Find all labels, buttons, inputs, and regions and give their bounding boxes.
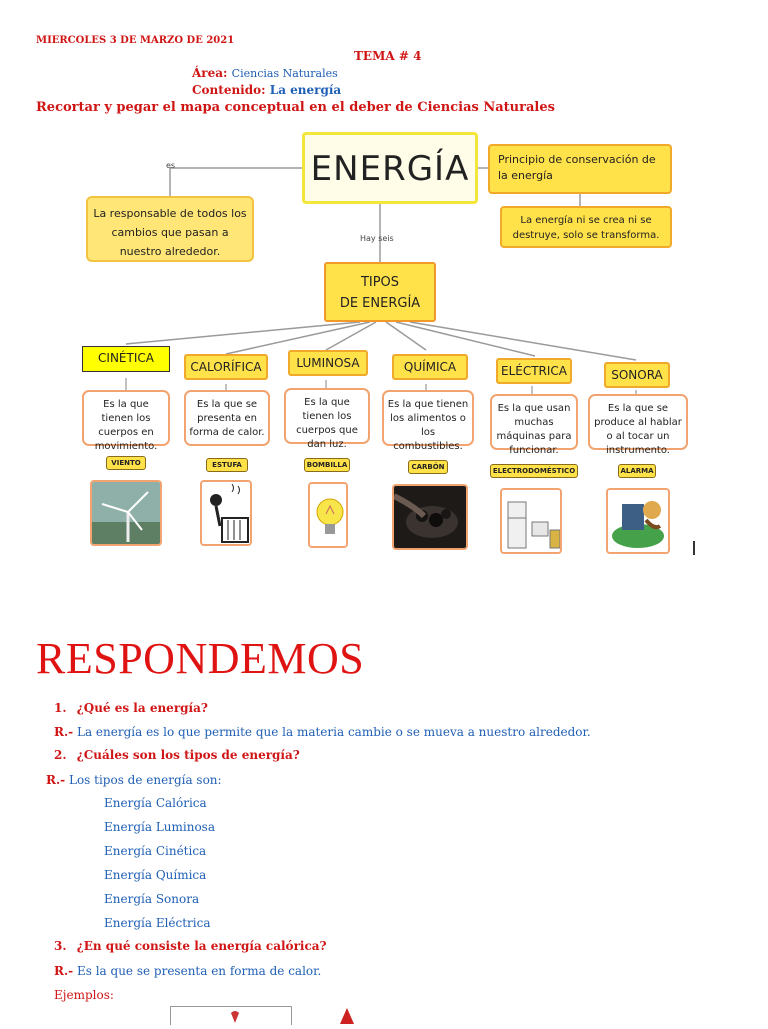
question-1-number: 1.: [54, 701, 67, 715]
question-2-text: ¿Cuáles son los tipos de energía?: [76, 748, 300, 762]
question-2: [54, 748, 300, 762]
type-desc-luminosa: Es la que tienen los cuerpos que dan luz.: [284, 388, 370, 444]
answer-3-text: Es la que se presenta en forma de calor.: [76, 964, 322, 978]
example-label-electrodomestico: ELECTRODOMÉSTICO: [490, 464, 578, 478]
wind-turbine-icon: [90, 480, 162, 546]
heater-icon: [200, 480, 252, 546]
example-label-carbon: CARBÓN: [408, 460, 448, 474]
type-name-calorifica: CALORÍFICA: [184, 354, 268, 380]
definition-box: La responsable de todos los cambios que pasan a nuestro alrededor.: [86, 196, 254, 262]
energy-list-item: Energía Eléctrica: [104, 916, 211, 930]
energy-list-item: Energía Química: [104, 868, 207, 882]
type-desc-cinetica: Es la que tienen los cuerpos en movimiento.: [82, 390, 170, 446]
type-desc-quimica: Es la que tienen los alimentos o los combustibles.: [382, 390, 474, 446]
question-2-number: 2.: [54, 748, 67, 762]
answer-1-prefix: R.-: [54, 725, 74, 739]
tipos-box: [324, 262, 436, 322]
tema-title: TEMA # 4: [354, 49, 422, 63]
area-label: Área:: [192, 66, 228, 80]
area-line: [192, 66, 338, 80]
example-label-viento: VIENTO: [106, 456, 146, 470]
concept-map: [80, 128, 700, 560]
type-name-sonora: SONORA: [604, 362, 670, 388]
date-line: MIERCOLES 3 DE MARZO DE 2021: [36, 35, 235, 46]
question-3-number: 3.: [54, 939, 67, 953]
energy-list-item: Energía Sonora: [104, 892, 200, 906]
contenido-value: La energía: [269, 83, 342, 97]
answer-3: [54, 964, 321, 978]
question-3: [54, 939, 327, 953]
answer-2: [46, 773, 222, 787]
connector-type-1: [126, 322, 360, 344]
tipos-line-1: TIPOS: [360, 275, 400, 290]
section-title: RESPONDEMOS: [36, 634, 365, 683]
type-desc-calorifica: Es la que se presenta en forma de calor.: [184, 390, 270, 446]
type-desc-sonora: Es la que se produce al hablar o al tocar un instrumento.: [588, 394, 688, 450]
principle-box: Principio de conservación de la energía: [488, 144, 672, 194]
question-1-text: ¿Qué es la energía?: [76, 701, 208, 715]
type-name-quimica: QUÍMICA: [392, 354, 468, 380]
type-name-cinetica: CINÉTICA: [82, 346, 170, 372]
type-desc-electrica: Es la que usan muchas máquinas para funcionar.: [490, 394, 578, 450]
example-image-flame: [336, 1008, 358, 1024]
answer-1-text: La energía es lo que permite que la materia cambie o se mueva a nuestro alrededor.: [76, 725, 591, 739]
example-label-bombilla: BOMBILLA: [304, 458, 350, 472]
principle-text-box: La energía ni se crea ni se destruye, solo se transforma.: [500, 206, 672, 248]
coal-icon: [392, 484, 468, 550]
energy-list-item: Energía Cinética: [104, 844, 207, 858]
instruction-line: Recortar y pegar el mapa conceptual en el deber de Ciencias Naturales: [36, 100, 555, 115]
question-1: [54, 701, 208, 715]
question-3-text: ¿En qué consiste la energía calórica?: [76, 939, 327, 953]
hay-seis-label: Hay seis: [360, 234, 394, 243]
answer-2-text: Los tipos de energía son:: [68, 773, 222, 787]
answer-1: [54, 725, 591, 739]
example-label-estufa: ESTUFA: [206, 458, 248, 472]
example-label-alarma: ALARMA: [618, 464, 656, 478]
energy-list-item: Energía Calórica: [104, 796, 207, 810]
connector-type-4: [386, 322, 426, 350]
contenido-line: [192, 83, 341, 97]
answer-3-prefix: R.-: [54, 964, 74, 978]
contenido-label: Contenido:: [192, 83, 266, 97]
light-bulb-icon: [308, 482, 348, 548]
type-name-luminosa: LUMINOSA: [288, 350, 368, 376]
ejemplos-label: Ejemplos:: [54, 988, 114, 1002]
tipos-line-2: DE ENERGÍA: [339, 296, 421, 311]
area-value: Ciencias Naturales: [231, 67, 338, 80]
type-name-electrica: ELÉCTRICA: [496, 358, 572, 384]
answer-2-prefix: R.-: [46, 773, 66, 787]
example-image-heater: [170, 1006, 292, 1025]
energia-main-box: ENERGÍA: [302, 132, 478, 204]
alarm-clock-icon: [606, 488, 670, 554]
es-connector-label: es: [166, 161, 176, 170]
energy-list-item: Energía Luminosa: [104, 820, 215, 834]
text-cursor: [693, 541, 695, 555]
appliances-icon: [500, 488, 562, 554]
